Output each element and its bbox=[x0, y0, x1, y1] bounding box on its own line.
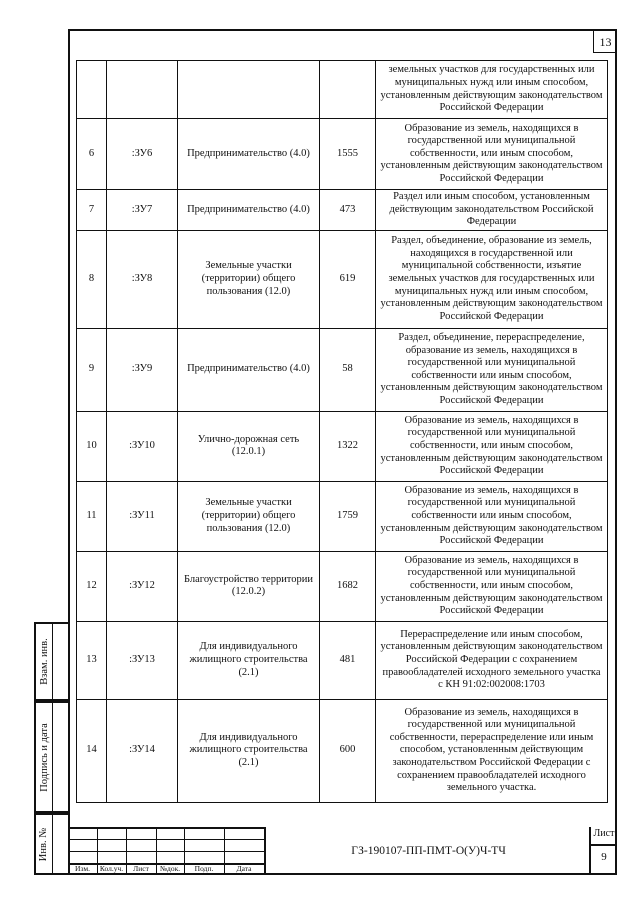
cell-area: 481 bbox=[320, 621, 376, 699]
cell-n bbox=[77, 61, 107, 119]
cell-desc: Образование из земель, находящихся в государственной или муниципальной собственности, или иным способом, установленным действующим законодательством Российской Федерации bbox=[376, 119, 608, 190]
cell-n: 8 bbox=[77, 230, 107, 328]
side-stamp-sign bbox=[34, 701, 68, 813]
cell-code: :ЗУ12 bbox=[107, 551, 178, 621]
cell-n: 12 bbox=[77, 551, 107, 621]
stamp-caption: Лист bbox=[133, 864, 149, 873]
side-stamp-vzam bbox=[34, 622, 68, 701]
stamp-caption: №док. bbox=[159, 864, 181, 873]
cell-desc: Раздел или иным способом, установленным действующим законодательством Российской Федерации bbox=[376, 190, 608, 231]
sheet-label: Лист bbox=[593, 828, 615, 839]
cell-use: Улично-дорожная сеть (12.0.1) bbox=[178, 411, 320, 481]
cell-code: :ЗУ14 bbox=[107, 699, 178, 802]
revision-grid bbox=[68, 827, 264, 875]
table-row bbox=[77, 699, 608, 802]
cell-n: 7 bbox=[77, 190, 107, 231]
cell-n: 6 bbox=[77, 119, 107, 190]
sign-label: Подпись и дата bbox=[38, 722, 50, 792]
cell-n: 11 bbox=[77, 481, 107, 551]
cell-n: 10 bbox=[77, 411, 107, 481]
cell-code: :ЗУ7 bbox=[107, 190, 178, 231]
table-row bbox=[77, 61, 608, 119]
cell-area: 1322 bbox=[320, 411, 376, 481]
stamp-caption: Кол.уч. bbox=[99, 864, 124, 873]
cell-use: Предпринимательство (4.0) bbox=[178, 190, 320, 231]
sheet-number: 9 bbox=[601, 851, 607, 863]
stamp-caption: Изм. bbox=[75, 864, 90, 873]
cell-use: Земельные участки (территории) общего пользования (12.0) bbox=[178, 230, 320, 328]
cell-desc: Образование из земель, находящихся в государственной или муниципальной собственности, или иным способом, установленным действующим законодательством Российской Федерации bbox=[376, 411, 608, 481]
cell-area: 473 bbox=[320, 190, 376, 231]
stamp-caption: Подп. bbox=[194, 864, 214, 873]
cell-area bbox=[320, 61, 376, 119]
table-row bbox=[77, 621, 608, 699]
table-row bbox=[77, 119, 608, 190]
cell-n: 14 bbox=[77, 699, 107, 802]
cell-use: Предпринимательство (4.0) bbox=[178, 328, 320, 411]
cell-area: 600 bbox=[320, 699, 376, 802]
cell-code: :ЗУ13 bbox=[107, 621, 178, 699]
table-row bbox=[77, 230, 608, 328]
cell-n: 9 bbox=[77, 328, 107, 411]
cell-area: 619 bbox=[320, 230, 376, 328]
cell-area: 1682 bbox=[320, 551, 376, 621]
cell-use: Благоустройство территории (12.0.2) bbox=[178, 551, 320, 621]
table-row bbox=[77, 551, 608, 621]
cell-area: 1555 bbox=[320, 119, 376, 190]
cell-use: Для индивидуального жилищного строительства (2.1) bbox=[178, 699, 320, 802]
cell-code: :ЗУ9 bbox=[107, 328, 178, 411]
sheet-box bbox=[589, 827, 617, 875]
table-row bbox=[77, 411, 608, 481]
cell-code: :ЗУ8 bbox=[107, 230, 178, 328]
cell-desc: Образование из земель, находящихся в государственной или муниципальной собственности, перераспределение или иным способом, установленным действующим законодательством Российской Федерации с сохранением правообладателей исходного земельного участка. bbox=[376, 699, 608, 802]
cell-use bbox=[178, 61, 320, 119]
cell-use: Предпринимательство (4.0) bbox=[178, 119, 320, 190]
table-row bbox=[77, 328, 608, 411]
cell-desc: Раздел, объединение, образование из земель, находящихся в государственной или муниципальной собственности, изъятие земельных участков для государственных или муниципальных нужд или иным способом, установленным действующим законодательством Российской Федерации bbox=[376, 230, 608, 328]
side-stamp-inv bbox=[34, 813, 68, 875]
cell-desc: Раздел, объединение, перераспределение, образование из земель, находящихся в государственной или муниципальной собственности или иным способом, установленным действующим законодательством Российской Федерации bbox=[376, 328, 608, 411]
cell-use: Земельные участки (территории) общего пользования (12.0) bbox=[178, 481, 320, 551]
cell-use: Для индивидуального жилищного строительства (2.1) bbox=[178, 621, 320, 699]
cell-code: :ЗУ10 bbox=[107, 411, 178, 481]
cell-code bbox=[107, 61, 178, 119]
table-row bbox=[77, 481, 608, 551]
cell-code: :ЗУ6 bbox=[107, 119, 178, 190]
cell-desc: Образование из земель, находящихся в государственной или муниципальной собственности или иным способом, установленным действующим законодательством Российской Федерации bbox=[376, 481, 608, 551]
document-code: ГЗ-190107-ПП-ПМТ-О(У)Ч-ТЧ bbox=[264, 827, 591, 875]
cell-area: 58 bbox=[320, 328, 376, 411]
cell-desc: Образование из земель, находящихся в государственной или муниципальной собственности, или иным способом, установленным действующим законодательством Российской Федерации bbox=[376, 551, 608, 621]
cell-area: 1759 bbox=[320, 481, 376, 551]
stamp-caption: Дата bbox=[236, 864, 252, 873]
vzam-label: Взам. инв. bbox=[38, 638, 50, 685]
table-row bbox=[77, 190, 608, 231]
cell-n: 13 bbox=[77, 621, 107, 699]
cell-desc: земельных участков для государственных или муниципальных нужд или иным способом, установленным действующим законодательством Российской Федерации bbox=[376, 61, 608, 119]
inv-label: Инв. № bbox=[38, 827, 50, 861]
cell-desc: Перераспределение или иным способом, установленным действующим законодательством Российской Федерации с сохранением правообладателей исходного земельного участка с КН 91:02:002008:1703 bbox=[376, 621, 608, 699]
cell-code: :ЗУ11 bbox=[107, 481, 178, 551]
page-number: 13 bbox=[593, 31, 617, 53]
title-block bbox=[68, 827, 617, 875]
land-plots-table bbox=[76, 60, 608, 803]
